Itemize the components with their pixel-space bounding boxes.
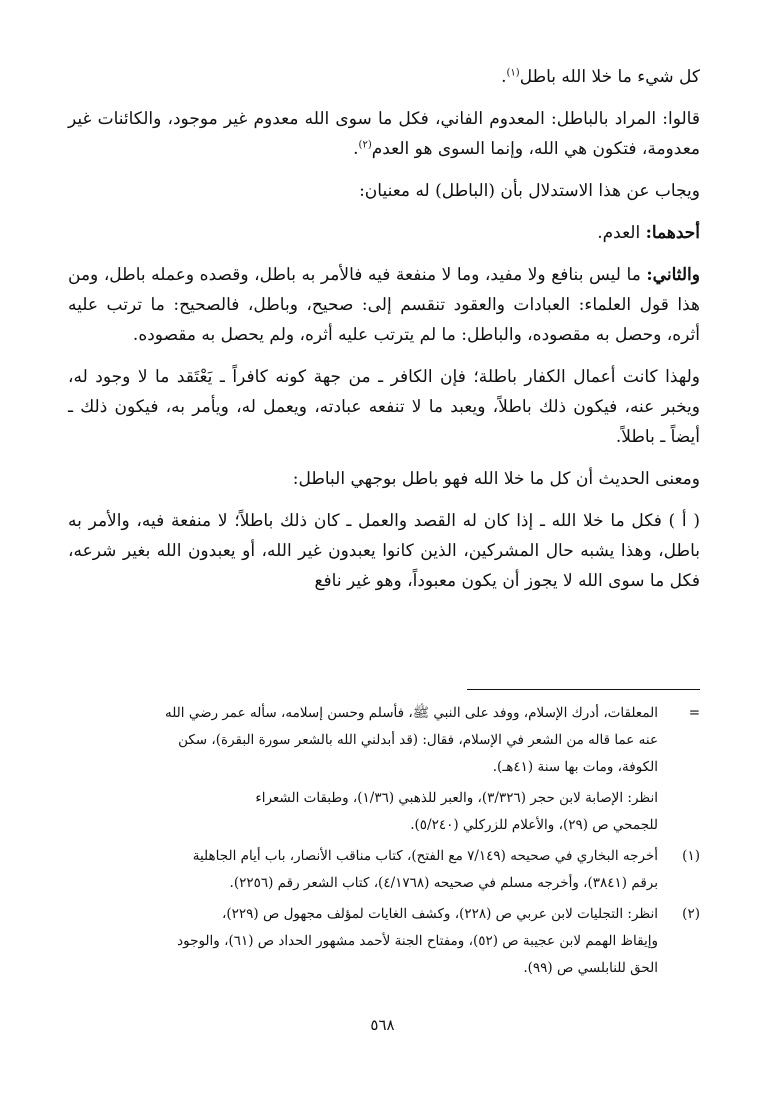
footnote-text: انظر: الإصابة لابن حجر (٣/٣٢٦)، والعبر للذهبي (١/٣٦)، وطبقات الشعراء للجمحي ص (٢٩)، والأعلام للزركلي (٥/٢٤٠). (255, 790, 658, 833)
footnote-divider (467, 689, 700, 690)
paragraph-7: ومعنى الحديث أن كل ما خلا الله فهو باطل بوجهي الباطل: (292, 469, 700, 489)
paragraph-5: والثاني: ما ليس بنافع ولا مفيد، وما لا منفعة فيه فالأمر به باطل، وقصده وعمله باطل، ومن هذا قول العلماء: العبادات والعقود تنقسم إلى: صحيح، وباطل، فالصحيح: ما ترتب عليه أثره، وحصل به مقصوده، والباطل: ما لم يترتب عليه أثره، ولم يحصل به مقصوده. (68, 265, 700, 345)
footnote-text: انظر: التجليات لابن عربي ص (٢٢٨)، وكشف الغايات لمؤلف مجهول ص (٢٢٩)، وإيقاظ الهمم لابن عجيبة ص (٥٢)، ومفتاح الجنة لأحمد مشهور الحداد ص (٦١)، والوجود الحق للنابلسي ص (٩٩). (177, 906, 658, 976)
paragraph-lead: والثاني: (646, 265, 700, 285)
paragraph-4: أحدهما: العدم. (597, 223, 700, 243)
footnote-sources (68, 785, 700, 839)
footnote-ref-1: (١) (506, 67, 520, 79)
footnote-1 (68, 843, 700, 897)
footnote-marker: (١) (682, 848, 700, 864)
paragraph-6: ولهذا كانت أعمال الكفار باطلة؛ فإن الكافر ـ من جهة كونه كافراً ـ يَعْتَقد ما لا وجود له، ويخبر عنه، فيكون ذلك باطلاً، ويعبد ما لا تنفعه عبادته، ويعمل له، ويأمر به، فيكون ذلك ـ أيضاً ـ باطلاً. (68, 367, 700, 447)
paragraph-1: كل شيء ما خلا الله باطل$^{(١)}$. (501, 67, 700, 87)
page-number: ٥٦٨ (370, 1016, 395, 1034)
footnote-text: المعلقات، أدرك الإسلام، ووفد على النبي ﷺ، فأسلم وحسن إسلامه، سأله عمر رضي الله عنه عما قاله من الشعر في الإسلام، فقال: (قد أبدلني الله بالشعر سورة البقرة)، سكن الكوفة، ومات بها سنة (٤١هـ). (164, 705, 658, 775)
paragraph-8: ( أ ) فكل ما خلا الله ـ إذا كان له القصد والعمل ـ كان ذلك باطلاً؛ لا منفعة فيه، والأمر به باطل، وهذا يشبه حال المشركين، الذين كانوا يعبدون غير الله، أو يعبدون الله بغير شرعه، فكل ما سوى الله لا يجوز أن يكون معبوداً، وهو غير نافع (68, 511, 700, 591)
footnote-continuation (68, 700, 700, 781)
footnote-ref-2: (٢) (358, 139, 372, 151)
paragraph-3: ويجاب عن هذا الاستدلال بأن (الباطل) له معنيان: (359, 181, 700, 201)
paragraph-lead: أحدهما: (645, 223, 700, 243)
footnote-marker: = (688, 705, 700, 721)
footnote-text: أخرجه البخاري في صحيحه (٧/١٤٩ مع الفتح)، كتاب مناقب الأنصار، باب أيام الجاهلية برقم (٣٨٤١)، وأخرجه مسلم في صحيحه (٤/١٧٦٨)، كتاب الشعر رقم (٢٢٥٦). (192, 848, 658, 891)
footnote-marker (658, 785, 700, 839)
footnote-2 (68, 901, 700, 982)
main-text (68, 62, 700, 596)
footnote-marker: (٢) (682, 906, 700, 922)
paragraph-2: قالوا: المراد بالباطل: المعدوم الفاني، فكل ما سوى الله معدوم غير موجود، والكائنات غير معدومة، فتكون هي الله، وإنما السوى هو العدم$^{(٢)}$. (68, 109, 700, 159)
footnotes (68, 700, 700, 986)
